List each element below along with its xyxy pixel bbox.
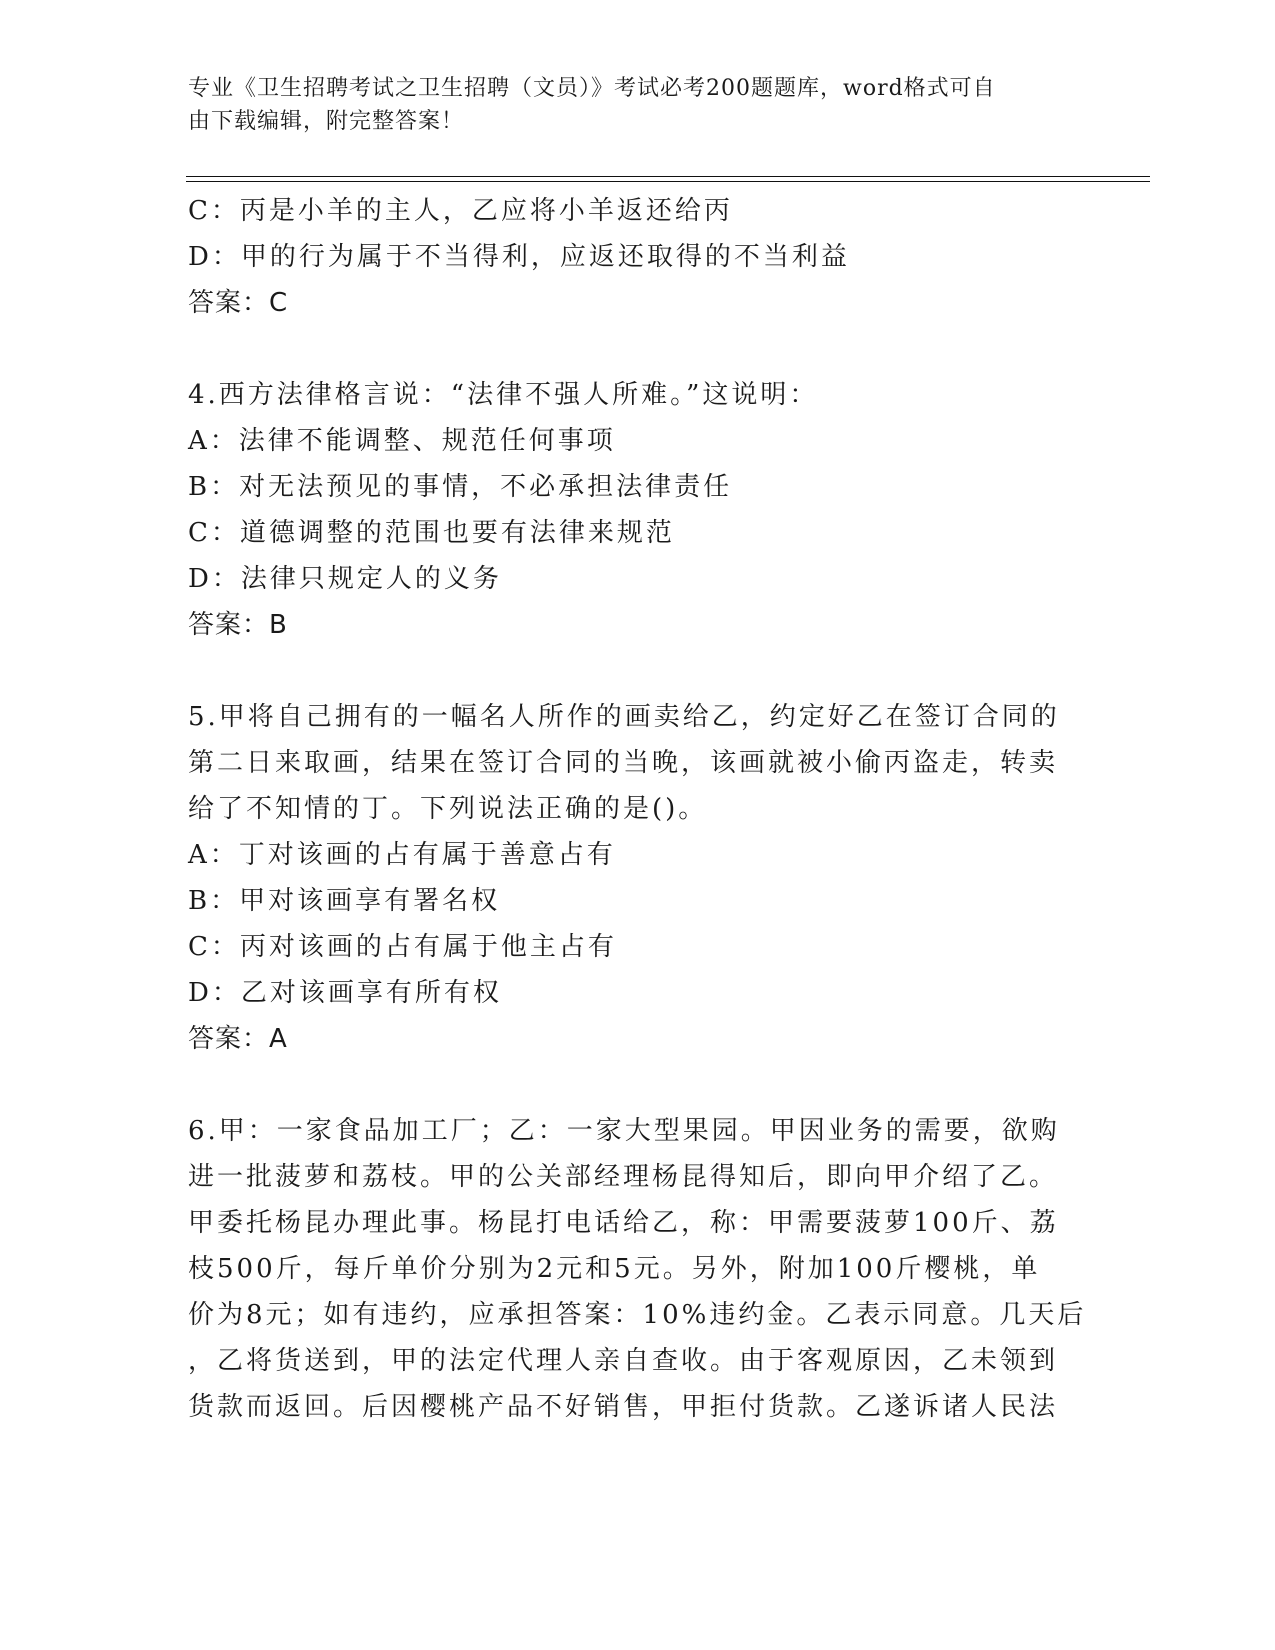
document-header <box>188 72 1068 138</box>
answer-line: 答案：B <box>188 610 288 640</box>
answer-line: 答案：C <box>188 288 289 318</box>
spacer <box>188 326 1068 372</box>
question-6 <box>188 1108 1087 1430</box>
question-stem-line: 进一批菠萝和荔枝。甲的公关部经理杨昆得知后，即向甲介绍了乙。 <box>188 1162 1059 1192</box>
spacer <box>188 648 1068 694</box>
option-c: C：丙是小羊的主人，乙应将小羊返还给丙 <box>188 196 733 226</box>
question-stem-line: 4.西方法律格言说：“法律不强人所难。”这说明： <box>188 380 819 410</box>
question-content <box>188 188 1087 1430</box>
question-stem-line: 5.甲将自己拥有的一幅名人所作的画卖给乙，约定好乙在签订合同的 <box>188 702 1060 732</box>
question-stem-line: 枝500斤，每斤单价分别为2元和5元。另外，附加100斤樱桃，单 <box>188 1254 1041 1284</box>
header-line-1: 专业《卫生招聘考试之卫生招聘（文员）》考试必考200题题库，word格式可自 <box>188 76 996 101</box>
question-stem-line: 价为8元；如有违约，应承担答案：10%违约金。乙表示同意。几天后 <box>188 1300 1087 1330</box>
option-b: B：甲对该画享有署名权 <box>188 886 501 916</box>
option-c: C：道德调整的范围也要有法律来规范 <box>188 518 675 548</box>
option-b: B：对无法预见的事情，不必承担法律责任 <box>188 472 733 502</box>
spacer <box>188 1062 1068 1108</box>
option-d: D：甲的行为属于不当得利，应返还取得的不当利益 <box>188 242 850 272</box>
question-stem-line: 甲委托杨昆办理此事。杨昆打电话给乙，称：甲需要菠萝100斤、荔 <box>188 1208 1059 1238</box>
header-rule-bottom <box>186 181 1150 182</box>
option-d: D：法律只规定人的义务 <box>188 564 502 594</box>
header-rule-top <box>186 176 1150 177</box>
question-stem-line: ，乙将货送到，甲的法定代理人亲自查收。由于客观原因，乙未领到 <box>188 1346 1059 1376</box>
question-stem-line: 给了不知情的丁。下列说法正确的是()。 <box>188 794 708 824</box>
option-c: C：丙对该画的占有属于他主占有 <box>188 932 617 962</box>
question-4 <box>188 372 1068 648</box>
question-5 <box>188 694 1068 1062</box>
header-line-2: 由下载编辑，附完整答案！ <box>188 109 465 134</box>
question-stem-line: 6.甲：一家食品加工厂；乙：一家大型果园。甲因业务的需要，欲购 <box>188 1116 1060 1146</box>
option-a: A：法律不能调整、规范任何事项 <box>188 426 616 456</box>
previous-question-tail <box>188 188 1068 326</box>
question-stem-line: 第二日来取画，结果在签订合同的当晚，该画就被小偷丙盗走，转卖 <box>188 748 1059 778</box>
option-d: D：乙对该画享有所有权 <box>188 978 502 1008</box>
question-stem-line: 货款而返回。后因樱桃产品不好销售，甲拒付货款。乙遂诉诸人民法 <box>188 1392 1059 1422</box>
option-a: A：丁对该画的占有属于善意占有 <box>188 840 616 870</box>
answer-line: 答案：A <box>188 1024 288 1054</box>
